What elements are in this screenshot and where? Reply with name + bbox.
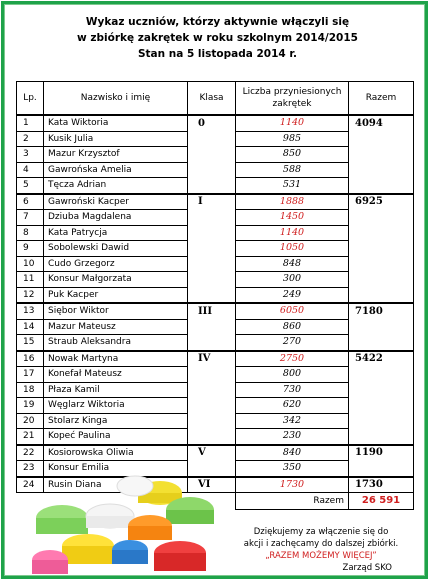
cap-count: 850 [236,147,349,163]
student-name: Stolarz Kinga [44,413,188,429]
cap-count: 1730 [236,477,349,493]
class-cell [188,225,236,241]
class-cell [188,131,236,147]
cap-count: 531 [236,178,349,194]
class-cell [188,241,236,257]
class-cell [188,256,236,272]
class-total [349,367,414,383]
row-lp: 13 [17,303,44,319]
table-body [17,115,414,510]
cap-count: 342 [236,413,349,429]
row-lp: 2 [17,131,44,147]
class-cell: V [188,445,236,461]
table-row [17,272,414,288]
bottle-cap [36,505,88,534]
student-name: Mazur Mateusz [44,319,188,335]
note-line-2: akcji i zachęcamy do dalszej zbiórki. [243,539,399,549]
class-cell [188,272,236,288]
student-name: Konsur Małgorzata [44,272,188,288]
title-line-1: Wykaz uczniów, którzy aktywnie włączyli się [85,16,350,28]
table-row [17,319,414,335]
bottle-cap [62,534,114,564]
title-line-2: w zbiórkę zakrętek w roku szkolnym 2014/2015 [77,32,358,44]
student-name: Konefał Mateusz [44,367,188,383]
row-lp: 14 [17,319,44,335]
bottle-cap [86,504,134,528]
table-row [17,241,414,257]
class-total [349,319,414,335]
class-total [349,413,414,429]
cap-count: 1888 [236,194,349,210]
row-lp: 23 [17,461,44,477]
class-cell [188,398,236,414]
student-name: Kosiorowska Oliwia [44,445,188,461]
row-lp: 7 [17,210,44,226]
class-total [349,147,414,163]
header-total: Razem [349,82,414,116]
cap-count: 1050 [236,241,349,257]
bottle-cap [32,550,68,574]
student-name: Siębor Wiktor [44,303,188,319]
row-lp: 8 [17,225,44,241]
row-lp: 12 [17,287,44,303]
cap-count: 1140 [236,225,349,241]
cap-count: 270 [236,335,349,351]
row-lp: 5 [17,178,44,194]
student-name: Sobolewski Dawid [44,241,188,257]
header-lp: Lp. [17,82,44,116]
cap-count: 2750 [236,351,349,367]
student-name: Kata Wiktoria [44,115,188,131]
header-class: Klasa [188,82,236,116]
row-lp: 17 [17,367,44,383]
student-name: Mazur Krzysztof [44,147,188,163]
bottle-cap [154,541,206,571]
bottle-cap [117,476,153,496]
class-total: 5422 [349,351,414,367]
row-lp: 11 [17,272,44,288]
class-total: 6925 [349,194,414,210]
table-header-row [17,82,414,116]
class-total [349,382,414,398]
class-total [349,429,414,445]
class-total [349,256,414,272]
sum-value: 26 591 [349,493,414,510]
class-total [349,241,414,257]
class-total [349,335,414,351]
class-total [349,225,414,241]
table-row [17,445,414,461]
table-row [17,382,414,398]
class-total: 1730 [349,477,414,493]
class-total [349,398,414,414]
table-row [17,225,414,241]
class-cell [188,147,236,163]
table-row [17,335,414,351]
student-name: Dziuba Magdalena [44,210,188,226]
table-row [17,351,414,367]
class-cell [188,413,236,429]
row-lp: 18 [17,382,44,398]
title-line-3: Stan na 5 listopada 2014 r. [137,48,298,60]
class-cell [188,178,236,194]
class-total: 4094 [349,115,414,131]
class-cell: 0 [188,115,236,131]
table-row [17,178,414,194]
row-lp: 3 [17,147,44,163]
class-cell [188,367,236,383]
row-lp: 21 [17,429,44,445]
row-lp: 22 [17,445,44,461]
student-name: Nowak Martyna [44,351,188,367]
student-name: Rusin Diana [44,477,188,493]
row-lp: 16 [17,351,44,367]
class-total [349,287,414,303]
class-total [349,210,414,226]
student-name: Gawroński Kacper [44,194,188,210]
header-count: Liczba przyniesionych zakrętek [236,82,349,116]
cap-count: 848 [236,256,349,272]
note-signature: Zarząd SKO [342,563,392,573]
class-cell [188,319,236,335]
header-name: Nazwisko i imię [44,82,188,116]
student-name: Tęcza Adrian [44,178,188,194]
table-row [17,210,414,226]
row-lp: 19 [17,398,44,414]
table-row [17,303,414,319]
row-lp: 20 [17,413,44,429]
row-lp: 4 [17,162,44,178]
student-name: Płaza Kamil [44,382,188,398]
note-line-1: Dziękujemy za włączenie się do [253,527,389,537]
class-cell [188,429,236,445]
class-cell: III [188,303,236,319]
table-row [17,429,414,445]
student-name: Konsur Emilia [44,461,188,477]
student-name: Puk Kacper [44,287,188,303]
table-row [17,131,414,147]
bottle-cap [166,497,214,524]
class-total: 7180 [349,303,414,319]
row-lp: 24 [17,477,44,493]
class-cell [188,335,236,351]
cap-count: 300 [236,272,349,288]
cap-count: 588 [236,162,349,178]
class-cell [188,382,236,398]
class-total [349,178,414,194]
student-name: Węglarz Wiktoria [44,398,188,414]
cap-count: 1140 [236,115,349,131]
bottle-caps-image [30,468,225,580]
table-row [17,398,414,414]
students-table [16,81,414,510]
row-lp: 15 [17,335,44,351]
document-title [0,14,435,62]
row-lp: 6 [17,194,44,210]
table-row [17,287,414,303]
cap-count: 6050 [236,303,349,319]
student-name: Cudo Grzegorz [44,256,188,272]
table-row [17,256,414,272]
row-lp: 9 [17,241,44,257]
cap-count: 730 [236,382,349,398]
class-total [349,162,414,178]
class-cell: I [188,194,236,210]
note-slogan: „RAZEM MOŻEMY WIĘCEJ” [265,551,377,561]
class-total [349,131,414,147]
student-name: Kopeć Paulina [44,429,188,445]
class-total [349,272,414,288]
class-cell [188,162,236,178]
cap-count: 800 [236,367,349,383]
row-lp: 1 [17,115,44,131]
student-name: Gawrońska Amelia [44,162,188,178]
cap-count: 230 [236,429,349,445]
cap-count: 840 [236,445,349,461]
table-row [17,194,414,210]
class-total: 1190 [349,445,414,461]
class-cell: IV [188,351,236,367]
class-total [349,461,414,477]
class-cell [188,210,236,226]
bottle-cap [112,540,148,564]
class-cell: VI [188,477,236,493]
cap-count: 350 [236,461,349,477]
cap-count: 620 [236,398,349,414]
class-cell [188,287,236,303]
cap-count: 860 [236,319,349,335]
thank-you-note [226,526,416,574]
student-name: Kusik Julia [44,131,188,147]
cap-count: 985 [236,131,349,147]
table-row [17,413,414,429]
student-name: Straub Aleksandra [44,335,188,351]
table-row [17,115,414,131]
table-row [17,162,414,178]
sum-label: Razem [236,493,349,510]
student-name: Kata Patrycja [44,225,188,241]
row-lp: 10 [17,256,44,272]
table-row [17,367,414,383]
cap-count: 1450 [236,210,349,226]
table-row [17,147,414,163]
cap-count: 249 [236,287,349,303]
bottle-cap [128,515,172,540]
